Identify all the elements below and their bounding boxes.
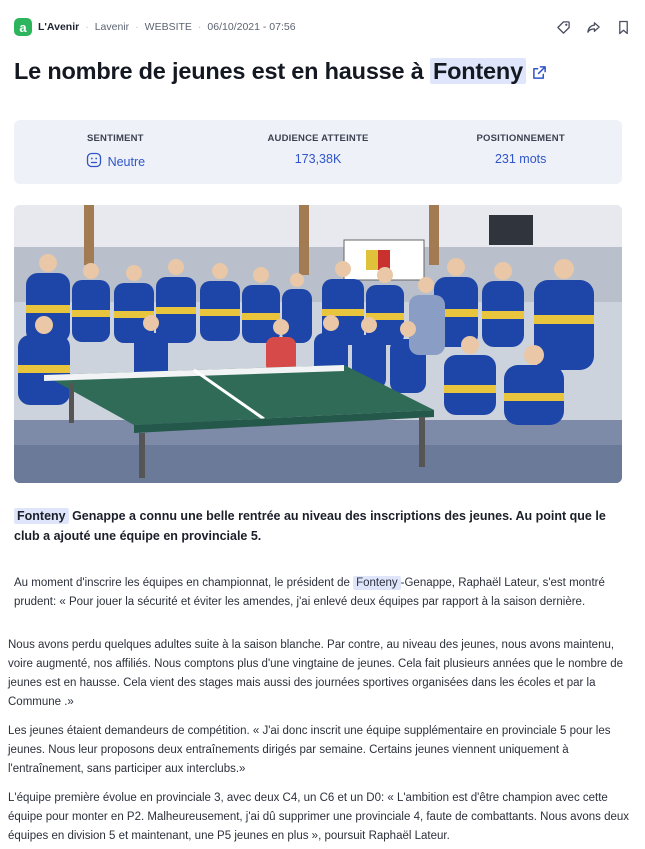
positioning-value: 231 mots [494, 152, 547, 166]
article-paragraph: Les jeunes étaient demandeurs de compétition. « J'ai donc inscrit une équipe supplémentaire en provinciale 5 pour les jeunes. Nous leur proposons deux entraînements dirigés par semaine. Certains jeunes viennent uniquement à l'entraînement, sans participer aux interclubs.» [8, 725, 611, 775]
stat-label: AUDIENCE ATTEINTE [267, 133, 369, 144]
source-name: L'Avenir [38, 21, 80, 33]
bookmark-icon[interactable] [615, 19, 631, 35]
article-header [14, 14, 631, 40]
article-actions [555, 19, 631, 35]
meta-separator: · [197, 21, 202, 33]
article-lead [14, 506, 624, 546]
meta-separator: · [135, 21, 139, 33]
audience-value: 173,38K [294, 152, 342, 166]
share-icon[interactable] [585, 19, 601, 35]
article-title [14, 58, 547, 86]
entity-highlight[interactable]: Fonteny [353, 576, 401, 590]
paragraph-text: -Genappe, Raphaël Lateur, s'est montré prudent: « Pour jouer la sécurité et éviter les amendes, j'ai enlevé deux équipes par rapport à la saison dernière. [14, 577, 605, 608]
article-meta [38, 21, 296, 33]
article-paragraph [14, 574, 629, 612]
stat-positioning [419, 120, 622, 184]
external-link-icon[interactable] [532, 59, 547, 86]
stat-sentiment [14, 120, 217, 184]
stats-panel [14, 120, 622, 184]
article-paragraph: L'équipe première évolue en provinciale 3, avec deux C4, un C6 et un D0: « L'ambition est d'être champion avec cette équipe pour monter en P2. Malheureusement, j'ai dû supprimer une provinciale 4, faute de combattants. Nous avons deux équipes en division 5 et maintenant, une P5 jeunes en plus », poursuit Raphaël Lateur. [8, 792, 630, 842]
stat-value [14, 152, 217, 171]
tag-icon[interactable] [555, 19, 571, 35]
source-logo: a [14, 18, 32, 36]
paragraph-text: Au moment d'inscrire les équipes en championnat, le président de [14, 577, 354, 589]
neutral-face-icon [86, 152, 102, 171]
article-photo [14, 205, 622, 483]
media-type: WEBSITE [144, 21, 192, 33]
stat-label: SENTIMENT [86, 133, 144, 144]
meta-separator: · [85, 21, 89, 33]
section-name: Lavenir [94, 21, 130, 33]
entity-highlight[interactable]: Fonteny [14, 508, 69, 524]
title-highlight: Fonteny [430, 58, 526, 84]
publish-datetime: 06/10/2021 - 07:56 [207, 21, 296, 33]
stat-label: POSITIONNEMENT [476, 133, 565, 144]
lead-text: Genappe a connu une belle rentrée au niveau des inscriptions des jeunes. Au point que le club a ajouté une équipe en provinciale 5. [14, 509, 606, 543]
title-text: Le nombre de jeunes est en hausse à [14, 58, 424, 84]
sentiment-value: Neutre [107, 154, 146, 169]
article-paragraph: Nous avons perdu quelques adultes suite à la saison blanche. Par contre, au niveau des jeunes, nous avons maintenu, voire augmenté, nos affiliés. Nous comptons plus d'une vingtaine de jeunes. Cela fait plusieurs années que le nombre de jeunes est en hausse. Cela vient des stages mais aussi des journées sportives organisées dans les écoles et par la Commune .» [8, 639, 624, 708]
stat-audience [217, 120, 420, 184]
